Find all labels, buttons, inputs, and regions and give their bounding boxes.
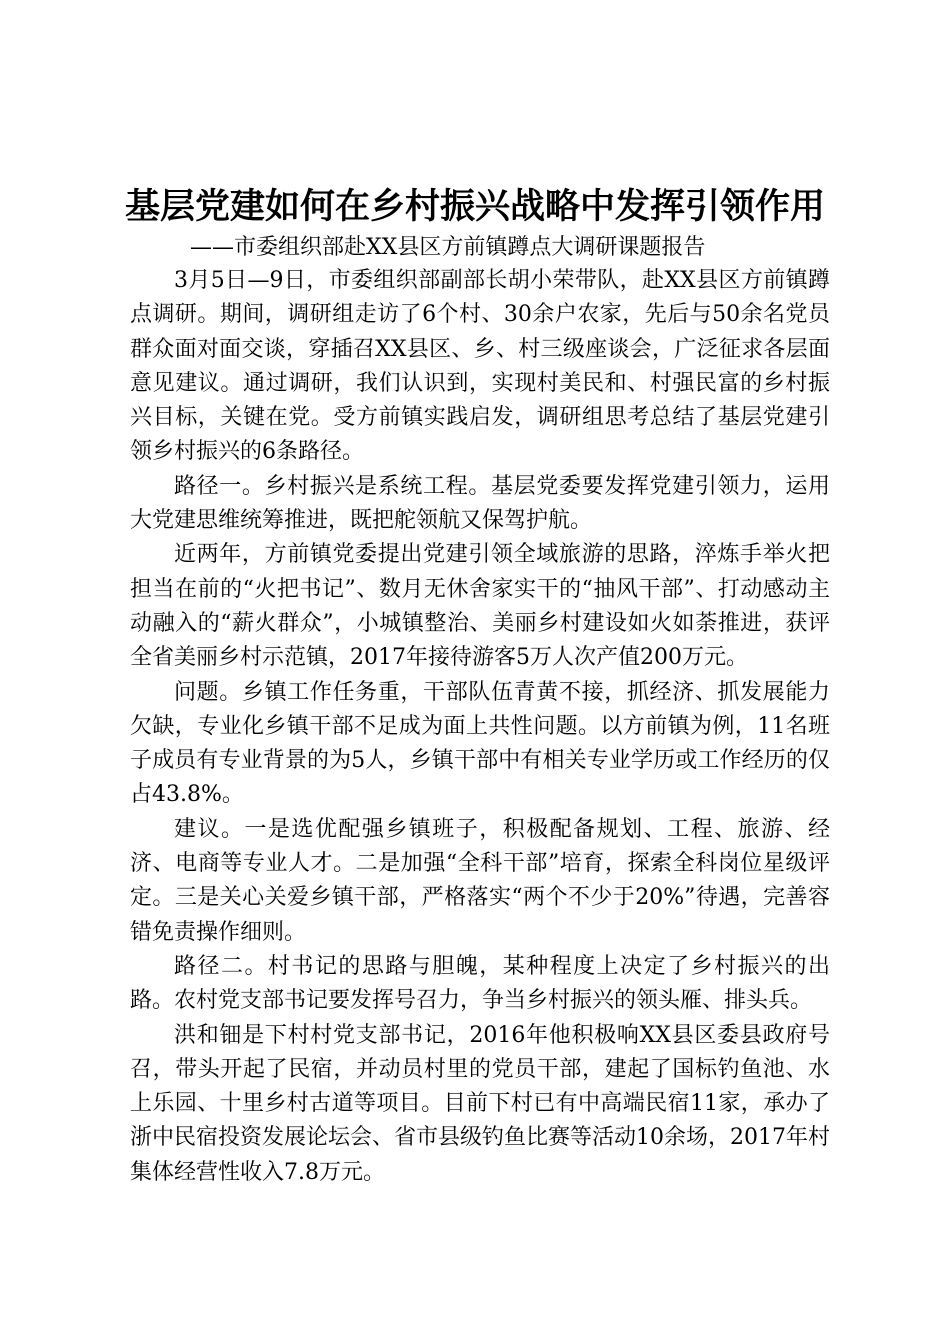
paragraph-path-one: 路径一。乡村振兴是系统工程。基层党委要发挥党建引领力，运用大党建思维统筹推进，既把舵领航又保驾护航。 [130, 473, 830, 534]
paragraph-suggestion: 建议。一是选优配强乡镇班子，积极配备规划、工程、旅游、经济、电商等专业人才。二是加强“全科干部”培育，探索全科岗位星级评定。三是关心关爱乡镇干部，严格落实“两个不少于20%”待遇，完善容错免责操作细则。 [130, 816, 830, 945]
document-title: 基层党建如何在乡村振兴战略中发挥引领作用 [124, 186, 825, 227]
paragraph-intro: 3月5日—9日，市委组织部副部长胡小荣带队，赴XX县区方前镇蹲点调研。期间，调研组走访了6个村、30余户农家，先后与50余名党员群众面对面交谈，穿插召XX县区、乡、村三级座谈会，广泛征求各层面意见建议。通过调研，我们认识到，实现村美民和、村强民富的乡村振兴目标，关键在党。受方前镇实践启发，调研组思考总结了基层党建引领乡村振兴的6条路径。 [130, 268, 830, 465]
paragraph-problem: 问题。乡镇工作任务重，干部队伍青黄不接，抓经济、抓发展能力欠缺，专业化乡镇干部不足成为面上共性问题。以方前镇为例，11名班子成员有专业背景的为5人，乡镇干部中有相关专业学历或工作经历的仅占43.8%。 [130, 679, 830, 808]
paragraph-path-two: 路径二。村书记的思路与胆魄，某种程度上决定了乡村振兴的出路。农村党支部书记要发挥号召力，争当乡村振兴的领头雁、排头兵。 [130, 953, 830, 1014]
paragraph-path-one-example: 近两年，方前镇党委提出党建引领全域旅游的思路，淬炼手举火把担当在前的“火把书记”、数月无休舍家实干的“抽风干部”、打动感动主动融入的“薪火群众”，小城镇整治、美丽乡村建设如火如荼推进，获评全省美丽乡村示范镇，2017年接待游客5万人次产值200万元。 [130, 542, 830, 671]
document-body [130, 264, 830, 1190]
paragraph-path-two-example: 洪和钿是下村村党支部书记，2016年他积极响XX县区委县政府号召，带头开起了民宿，并动员村里的党员干部，建起了国标钓鱼池、水上乐园、十里乡村古道等项目。目前下村已有中高端民宿11家，承办了浙中民宿投资发展论坛会、省市县级钓鱼比赛等活动10余场，2017年村集体经营性收入7.8万元。 [130, 1022, 830, 1185]
document-subtitle: ——市委组织部赴XX县区方前镇蹲点大调研课题报告 [190, 235, 706, 260]
